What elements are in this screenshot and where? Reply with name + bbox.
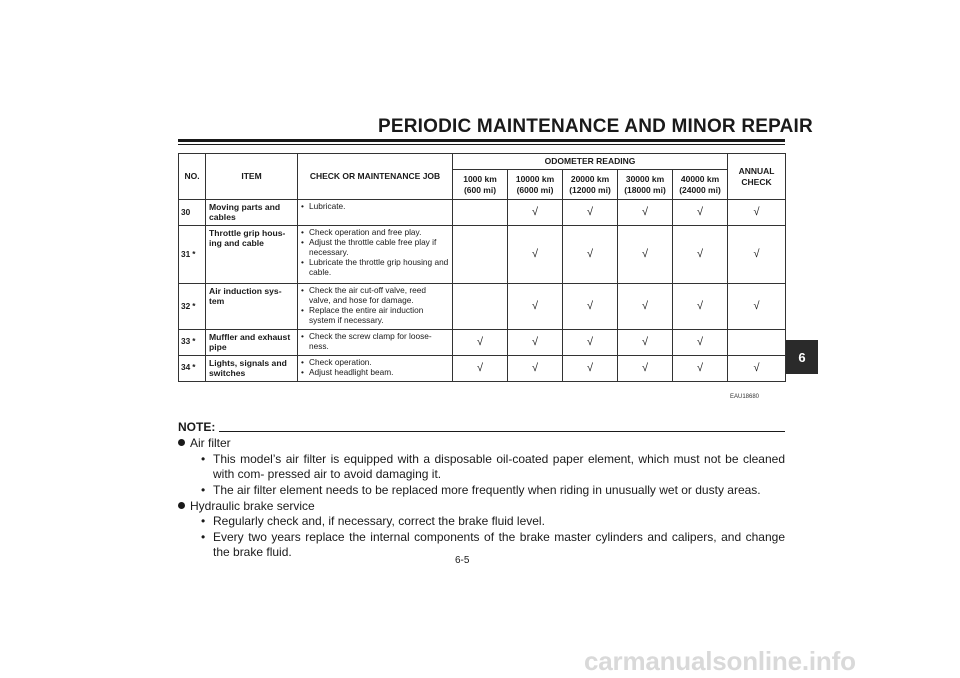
table-row bbox=[179, 355, 786, 381]
note-section-title: Hydraulic brake service bbox=[178, 499, 785, 514]
interval-check: √ bbox=[673, 284, 728, 330]
row-item: Lights, signals and switches bbox=[206, 355, 298, 381]
header-interval: 10000 km (6000 mi) bbox=[508, 170, 563, 200]
interval-check: √ bbox=[563, 330, 618, 356]
dealer-service-mark: * bbox=[192, 336, 196, 347]
interval-check: √ bbox=[563, 284, 618, 330]
table-row bbox=[179, 330, 786, 356]
row-item: Moving parts and cables bbox=[206, 200, 298, 226]
interval-check: √ bbox=[508, 355, 563, 381]
title-rule-thin bbox=[178, 144, 785, 145]
annual-check: √ bbox=[728, 226, 786, 284]
interval-check: √ bbox=[673, 200, 728, 226]
dealer-service-mark: * bbox=[192, 248, 196, 259]
interval-check: √ bbox=[673, 226, 728, 284]
interval-check: √ bbox=[618, 200, 673, 226]
bullet-dot-icon bbox=[178, 502, 185, 509]
row-number: 33 * bbox=[179, 330, 206, 356]
row-number: 32 * bbox=[179, 284, 206, 330]
job-bullet: • Check operation and free play. bbox=[301, 228, 449, 238]
bullet-dot-icon bbox=[178, 439, 185, 446]
table-row bbox=[179, 284, 786, 330]
interval-check bbox=[453, 200, 508, 226]
page-title: PERIODIC MAINTENANCE AND MINOR REPAIR bbox=[378, 116, 813, 137]
interval-check: √ bbox=[673, 330, 728, 356]
row-item: Muffler and exhaust pipe bbox=[206, 330, 298, 356]
header-interval: 30000 km (18000 mi) bbox=[618, 170, 673, 200]
interval-check: √ bbox=[453, 330, 508, 356]
interval-check: √ bbox=[508, 284, 563, 330]
reference-code: EAU18680 bbox=[730, 394, 760, 400]
header-interval: 40000 km (24000 mi) bbox=[673, 170, 728, 200]
page-number: 6-5 bbox=[455, 555, 470, 566]
row-job bbox=[298, 226, 453, 284]
annual-check: √ bbox=[728, 200, 786, 226]
job-bullet: • Adjust the throttle cable free play if necessary. bbox=[301, 238, 449, 258]
header-no: NO. bbox=[179, 154, 206, 200]
interval-check: √ bbox=[453, 355, 508, 381]
job-bullet: • Lubricate the throttle grip housing and cable. bbox=[301, 258, 449, 278]
note-section bbox=[178, 420, 785, 561]
job-bullet: • Check the air cut-off valve, reed valve, and hose for damage. bbox=[301, 286, 449, 306]
interval-check: √ bbox=[618, 330, 673, 356]
note-section-title: Air filter bbox=[178, 436, 785, 451]
header-job: CHECK OR MAINTENANCE JOB bbox=[298, 154, 453, 200]
row-number: 31 * bbox=[179, 226, 206, 284]
annual-check: √ bbox=[728, 284, 786, 330]
row-item: Throttle grip hous- ing and cable bbox=[206, 226, 298, 284]
annual-check: √ bbox=[728, 355, 786, 381]
interval-check bbox=[453, 226, 508, 284]
interval-check: √ bbox=[673, 355, 728, 381]
interval-check: √ bbox=[618, 355, 673, 381]
job-bullet: • Lubricate. bbox=[301, 202, 449, 212]
row-job bbox=[298, 330, 453, 356]
dealer-service-mark: * bbox=[192, 362, 196, 373]
header-interval: 20000 km (12000 mi) bbox=[563, 170, 618, 200]
interval-check: √ bbox=[508, 330, 563, 356]
note-item: • The air filter element needs to be replaced more frequently when riding in unusually wet or dusty areas. bbox=[201, 482, 761, 497]
header-interval: 1000 km (600 mi) bbox=[453, 170, 508, 200]
row-number: 34 * bbox=[179, 355, 206, 381]
annual-check bbox=[728, 330, 786, 356]
title-rule-thick bbox=[178, 139, 785, 142]
row-job bbox=[298, 200, 453, 226]
note-heading: NOTE: bbox=[178, 420, 785, 435]
job-bullet: • Adjust headlight beam. bbox=[301, 368, 449, 378]
table-row bbox=[179, 226, 786, 284]
dealer-service-mark: * bbox=[192, 300, 196, 311]
interval-check: √ bbox=[563, 226, 618, 284]
chapter-tab[interactable]: 6 bbox=[786, 340, 818, 374]
header-odometer: ODOMETER READING bbox=[453, 154, 728, 170]
job-bullet: • Check the screw clamp for loose- ness. bbox=[301, 332, 449, 352]
interval-check: √ bbox=[563, 200, 618, 226]
row-job bbox=[298, 284, 453, 330]
note-item: • Regularly check and, if necessary, correct the brake fluid level. bbox=[201, 514, 545, 529]
interval-check: √ bbox=[563, 355, 618, 381]
table-row bbox=[179, 200, 786, 226]
note-item: • This model’s air filter is equipped with a disposable oil-coated paper element, which must not be cleaned with com- pressed air to avoid damaging it. bbox=[201, 451, 785, 482]
maintenance-table bbox=[178, 153, 786, 382]
job-bullet: • Replace the entire air induction system if necessary. bbox=[301, 306, 449, 326]
note-item: • Every two years replace the internal components of the brake master cylinders and calipers, and change the brake fluid. bbox=[201, 529, 785, 560]
interval-check: √ bbox=[618, 226, 673, 284]
watermark[interactable]: carmanualsonline.info bbox=[584, 646, 856, 676]
job-bullet: • Check operation. bbox=[301, 358, 449, 368]
note-body bbox=[178, 436, 785, 560]
row-job bbox=[298, 355, 453, 381]
row-item: Air induction sys- tem bbox=[206, 284, 298, 330]
interval-check: √ bbox=[508, 226, 563, 284]
interval-check bbox=[453, 284, 508, 330]
header-item: ITEM bbox=[206, 154, 298, 200]
row-number: 30 bbox=[179, 200, 206, 226]
interval-check: √ bbox=[618, 284, 673, 330]
header-annual: ANNUAL CHECK bbox=[728, 154, 786, 200]
interval-check: √ bbox=[508, 200, 563, 226]
